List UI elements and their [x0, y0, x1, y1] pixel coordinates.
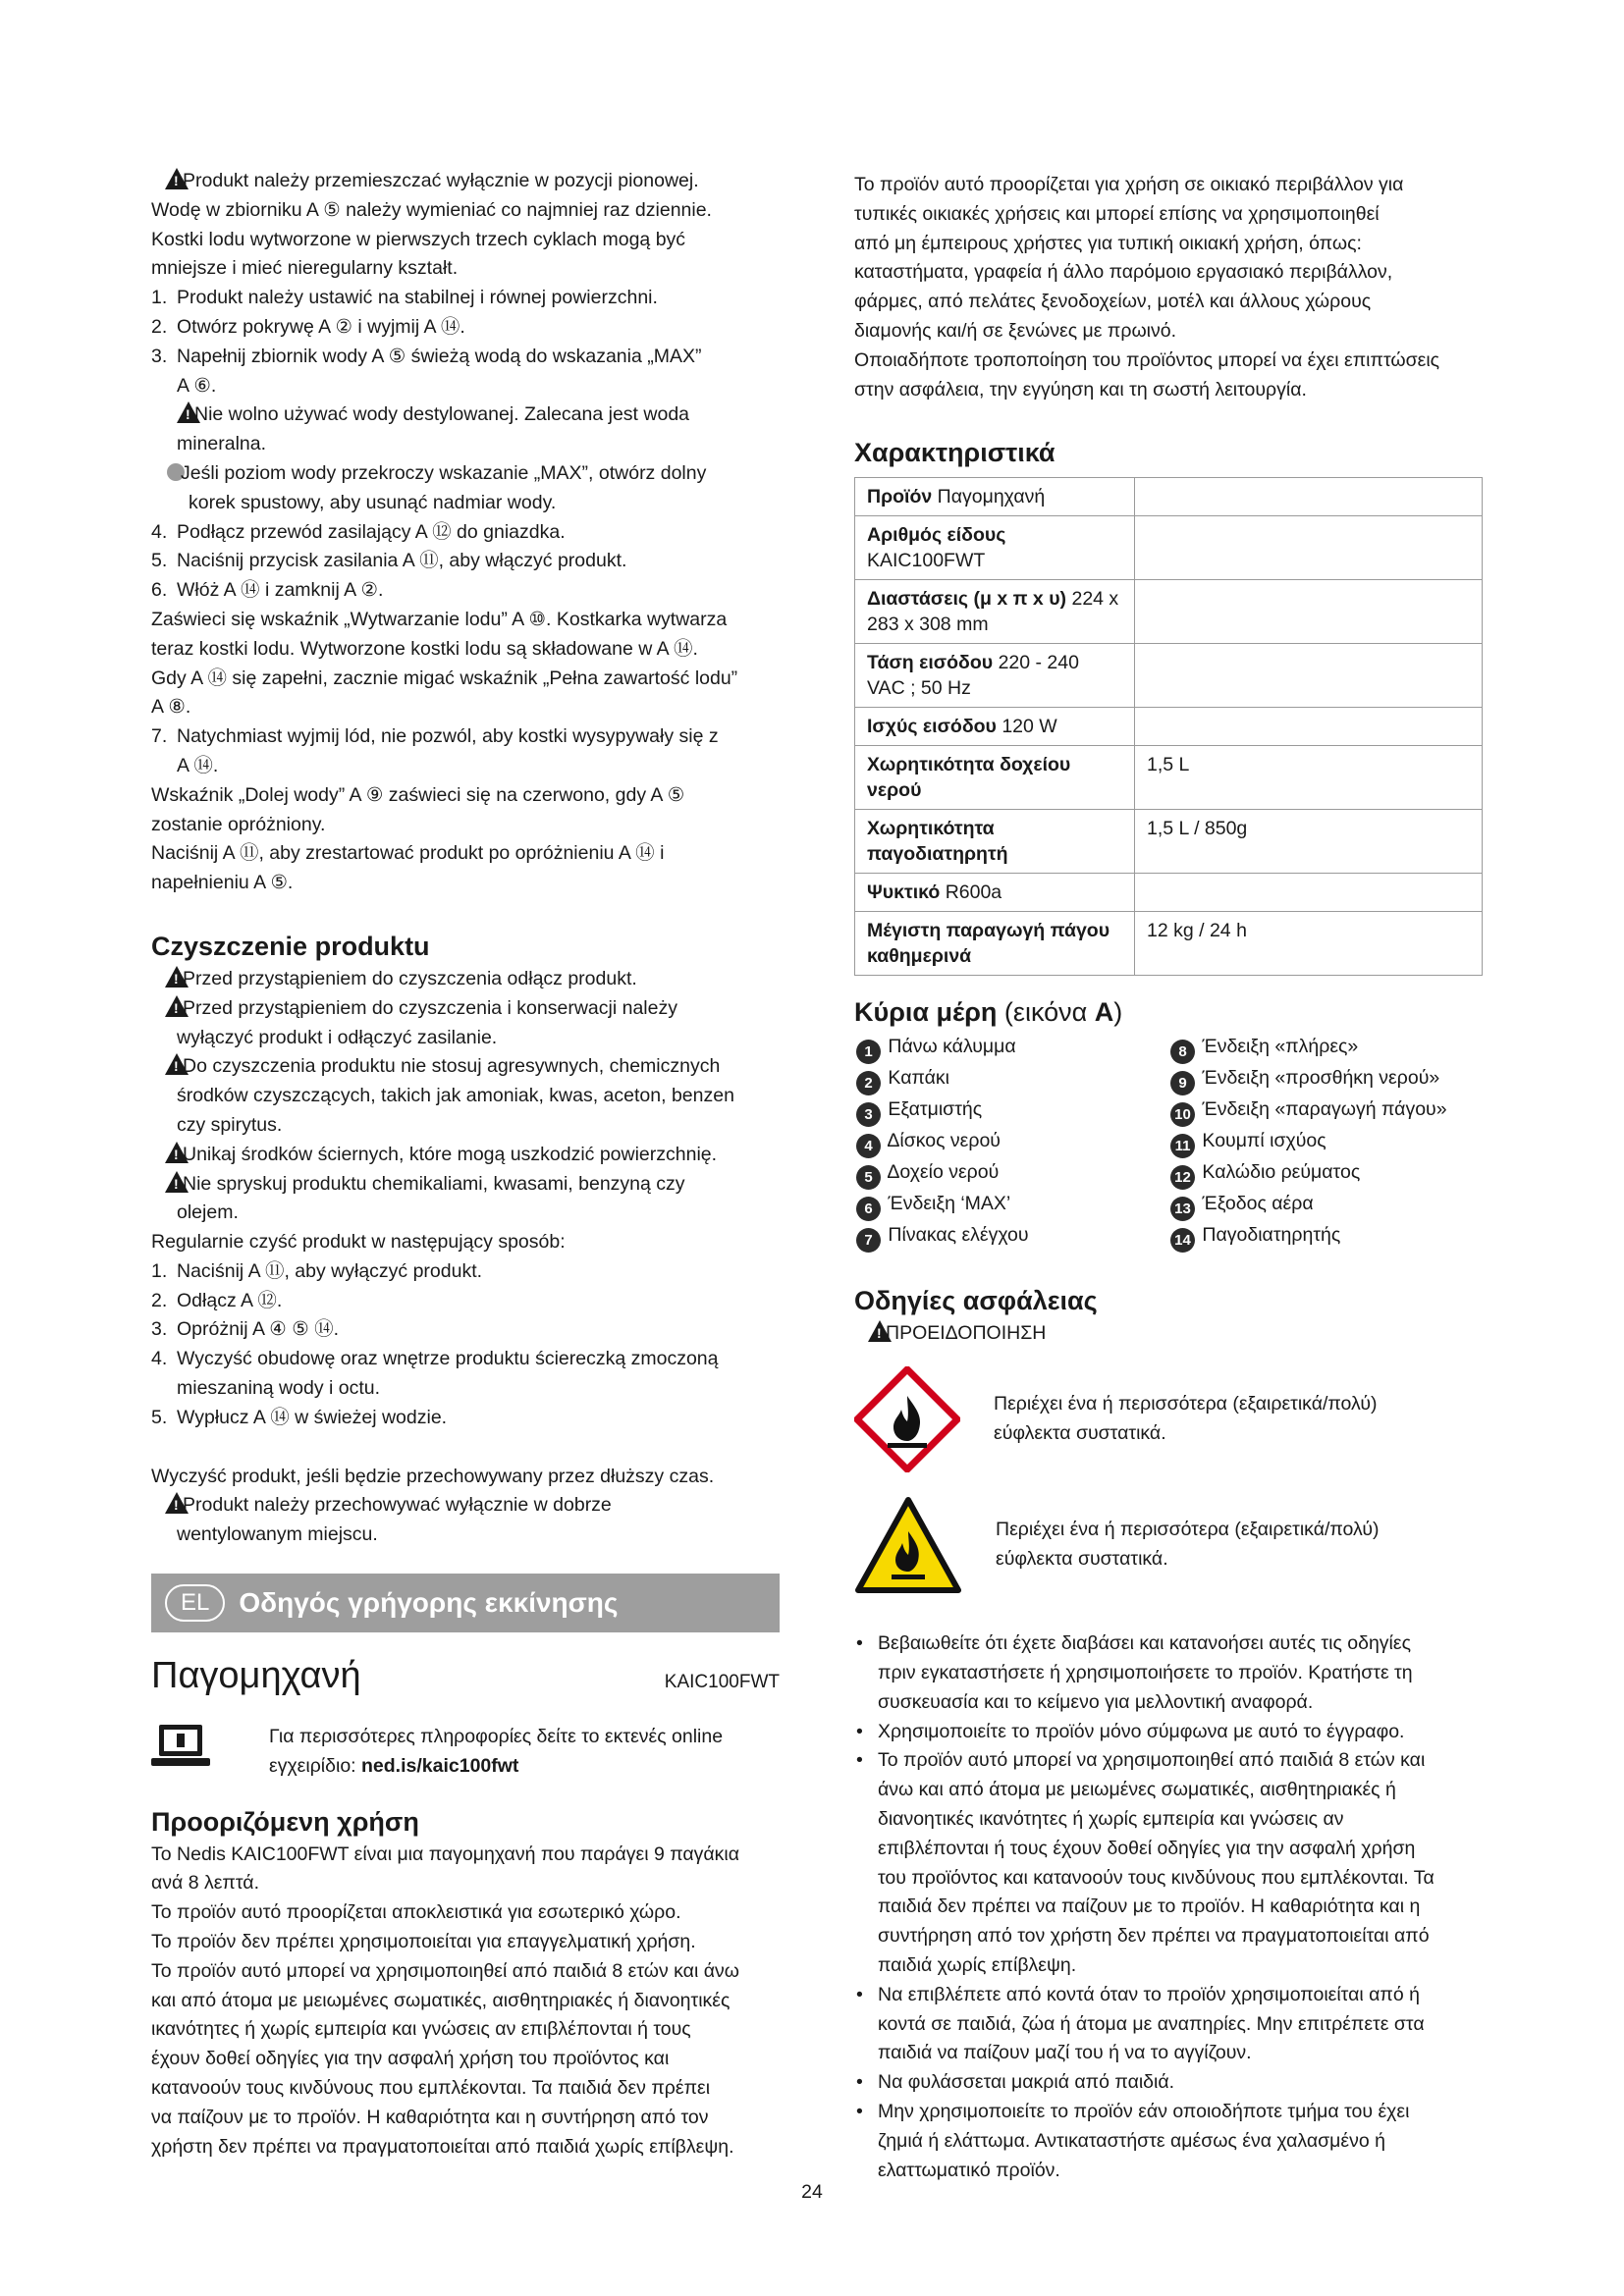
intended-line: Το προϊόν δεν πρέπει χρησιμοποιείται για επαγγελματική χρήση. [151, 1931, 696, 1953]
step: 7. Natychmiast wyjmij lód, nie pozwól, aby kostki wysypywały się z [151, 725, 719, 748]
spec-row [855, 912, 1483, 976]
spec-table [854, 477, 1483, 976]
storage-warning: !Produkt należy przechowywać wyłącznie w dobrze [151, 1491, 780, 1521]
part-label: Πίνακας ελέγχου [888, 1224, 1029, 1247]
section-banner [151, 1574, 780, 1632]
spec-cell-empty [1135, 516, 1483, 580]
cleaning-warning: !Do czyszczenia produktu nie stosuj agresywnych, chemicznych [151, 1052, 780, 1082]
intended-line: Το προϊόν αυτό προορίζεται αποκλειστικά για εσωτερικό χώρο. [151, 1901, 681, 1924]
manual-line: Για περισσότερες πληροφορίες δείτε το εκτενές online [269, 1726, 724, 1748]
intro-line: διαμονής και/ή σε ξενώνες με πρωινό. [854, 319, 1177, 342]
cleaning-line: wyłączyć produkt i odłączyć zasilanie. [177, 1026, 498, 1048]
part-item [1168, 1095, 1483, 1127]
para-line: teraz kostki lodu. Wytworzone kostki lodu są składowane w A ⑭. [151, 637, 698, 660]
intended-line: ικανότητες ή χωρίς εμπειρία και γνώσεις αν επιβλέπονται ή τους [151, 2018, 691, 2041]
note-warning: !Nie wolno używać wody destylowanej. Zalecana jest woda [151, 400, 780, 430]
part-item [854, 1127, 1168, 1158]
warning-icon [165, 1492, 189, 1514]
intended-line: Το προϊόν αυτό μπορεί να χρησιμοποιηθεί από παιδιά 8 ετών και άνω [151, 1959, 739, 1982]
left-column [151, 167, 780, 2162]
safety-bullet [854, 2068, 1483, 2098]
spec-value: 12 kg / 24 h [1135, 912, 1483, 976]
safety-bullets [854, 1629, 1483, 2185]
cleaning-warning: !Nie spryskuj produktu chemikaliami, kwasami, benzyną czy [151, 1170, 780, 1200]
intro-line: Wodę w zbiorniku A ⑤ należy wymieniać co najmniej raz dziennie. [151, 198, 712, 221]
intro-line: καταστήματα, γραφεία ή άλλο παρόμοιο εργασιακό περιβάλλον, [854, 261, 1393, 284]
steps-list [151, 722, 780, 781]
steps-list [151, 284, 780, 400]
bullet-line: παιδιά δεν πρέπει να παίζουν με το προϊόν. Η καθαριότητα και η [878, 1896, 1421, 1918]
para-line: Naciśnij A ⑪, aby zrestartować produkt po opróżnieniu A ⑭ i [151, 842, 665, 865]
note-line: mineralna. [177, 433, 267, 455]
safety-bullet [854, 1981, 1483, 2068]
safety-title: Οδηγίες ασφάλειας [854, 1286, 1098, 1316]
cleaning-warning: !Przed przystąpieniem do czyszczenia odłącz produkt. [151, 965, 780, 994]
hazard-flammable-triangle [854, 1496, 1483, 1594]
storage-line: wentylowanym miejscu. [177, 1523, 378, 1546]
part-item [854, 1158, 1168, 1190]
part-item [854, 1221, 1168, 1253]
bullet-line: διανοητικές ικανότητες ή χωρίς εμπειρία και γνώσεις αν [878, 1807, 1344, 1830]
warning-icon [165, 1142, 189, 1163]
hazard-flammable-ghs [854, 1366, 1483, 1472]
spec-value: 1,5 L [1135, 746, 1483, 810]
bullet-line: • Να επιβλέπετε από κοντά όταν το προϊόν χρησιμοποιείται από ή [878, 1983, 1420, 2005]
part-item [1168, 1221, 1483, 1253]
bullet-line: • Να φυλάσσεται μακριά από παιδιά. [878, 2071, 1175, 2094]
bullet-line: • Μην χρησιμοποιείτε το προϊόν εάν οποιοδήποτε τμήμα του έχει [878, 2100, 1410, 2122]
parts-list [854, 1033, 1483, 1253]
steps-list [151, 518, 780, 606]
warning-icon [165, 966, 189, 988]
part-number-badge: 9 [1170, 1071, 1195, 1095]
spec-row [855, 708, 1483, 746]
hazard-line: Περιέχει ένα ή περισσότερα (εξαιρετικά/πολύ) [996, 1519, 1380, 1541]
safety-bullet [854, 1629, 1483, 1717]
part-item [1168, 1127, 1483, 1158]
parts-title: Κύρια μέρη (εικόνα A) [854, 997, 1123, 1028]
spec-row [855, 746, 1483, 810]
spec-cell: Ισχύς εισόδου 120 W [855, 708, 1135, 746]
flame-diamond-icon [854, 1366, 960, 1472]
para-line: zostanie opróżniony. [151, 813, 326, 835]
cleaning-intro: Regularnie czyść produkt w następujący sposób: [151, 1231, 566, 1254]
intended-line: να παίζουν με το προϊόν. Η καθαριότητα και η συντήρηση από τον [151, 2106, 709, 2128]
spec-cell-empty [1135, 478, 1483, 516]
bullet-line: συντήρηση από τον χρήστη δεν πρέπει να πραγματοποιείται από [878, 1925, 1430, 1948]
part-label: Ένδειξη ‘MAX’ [888, 1193, 1011, 1215]
intended-line: κατανοούν τους κινδύνους που εμπλέκονται. Τα παιδιά δεν πρέπει [151, 2077, 711, 2100]
bullet-line: • Βεβαιωθείτε ότι έχετε διαβάσει και κατανοήσει αυτές τις οδηγίες [878, 1632, 1411, 1655]
spec-cell-empty [1135, 874, 1483, 912]
cleaning-steps [151, 1257, 780, 1433]
intended-line: και από άτομα με μειωμένες σωματικές, αισθητηριακές ή διανοητικές [151, 1989, 731, 2011]
hazard-text [996, 1516, 1379, 1575]
step: 5. Naciśnij przycisk zasilania A ⑪, aby włączyć produkt. [151, 550, 627, 572]
part-number-badge: 4 [856, 1134, 881, 1158]
bullet-line: παιδιά να παίζουν μαζί του ή να το αγγίζουν. [878, 2042, 1252, 2064]
spacer [151, 898, 780, 928]
warning-icon [165, 168, 189, 189]
note-line: korek spustowy, aby usunąć nadmiar wody. [189, 491, 557, 513]
safety-bullet [854, 1718, 1483, 1747]
part-number-badge: 12 [1170, 1165, 1195, 1190]
intro-line: Kostki lodu wytworzone w pierwszych trzech cyklach mogą być [151, 228, 686, 250]
part-number-badge: 10 [1170, 1102, 1195, 1127]
warning-icon [177, 401, 200, 423]
safety-bullet [854, 1746, 1483, 1980]
spec-cell: Διαστάσεις (μ x π x υ) 224 x 283 x 308 mm [855, 580, 1135, 644]
bullet-line: άνω και από άτομα με μειωμένες σωματικές, αισθητηριακές ή [878, 1779, 1396, 1801]
flame-triangle-icon [854, 1496, 962, 1594]
step: A ⑭. [177, 754, 219, 776]
step: 4. Wyczyść obudowę oraz wnętrze produktu ściereczką zmoczoną [151, 1348, 719, 1370]
note-info: Jeśli poziom wody przekroczy wskazanie „MAX”, otwórz dolny [151, 459, 780, 489]
part-item [854, 1064, 1168, 1095]
cleaning-line: olejem. [177, 1201, 239, 1224]
cleaning-warning: !Przed przystąpieniem do czyszczenia i konserwacji należy [151, 994, 780, 1024]
manual-line: εγχειρίδιο: ned.is/kaic100fwt [269, 1754, 519, 1777]
part-number-badge: 13 [1170, 1197, 1195, 1221]
part-item [854, 1095, 1168, 1127]
bullet-line: • Το προϊόν αυτό μπορεί να χρησιμοποιηθεί από παιδιά 8 ετών και [878, 1749, 1426, 1772]
step: 3. Opróżnij A ④ ⑤ ⑭. [151, 1318, 340, 1341]
intro-line: φάρμες, από πελάτες ξενοδοχείων, μοτέλ και άλλους χώρους [854, 291, 1372, 313]
para-line: A ⑧. [151, 696, 191, 719]
product-title: Παγομηχανή [151, 1655, 361, 1697]
spec-row [855, 644, 1483, 708]
bullet-line: παιδιά χωρίς επίβλεψη. [878, 1953, 1077, 1976]
intended-use-title: Προοριζόμενη χρήση [151, 1806, 419, 1837]
intro-line: τυπικές οικιακές χρήσεις και μπορεί επίσης να χρησιμοποιηθεί [854, 202, 1380, 225]
part-item [1168, 1158, 1483, 1190]
cleaning-warning: !Unikaj środków ściernych, które mogą uszkodzić powierzchnię. [151, 1141, 780, 1170]
part-label: Καλώδιο ρεύματος [1202, 1161, 1361, 1184]
part-number-badge: 7 [856, 1228, 881, 1253]
part-number-badge: 1 [856, 1040, 881, 1064]
spec-cell-empty [1135, 580, 1483, 644]
bullet-line: ελαττωματικό προϊόν. [878, 2159, 1060, 2181]
intro-warning: !Produkt należy przemieszczać wyłącznie w pozycji pionowej. [151, 167, 780, 196]
storage-line: Wyczyść produkt, jeśli będzie przechowywany przez dłuższy czas. [151, 1465, 715, 1487]
step: 1. Produkt należy ustawić na stabilnej i równej powierzchni. [151, 287, 658, 309]
para-line: napełnieniu A ⑤. [151, 872, 294, 894]
intro-line: mniejsze i mieć nieregularny kształt. [151, 257, 459, 280]
banner-title: Οδηγός γρήγορης εκκίνησης [239, 1587, 619, 1619]
part-number-badge: 14 [1170, 1228, 1195, 1253]
part-item [1168, 1033, 1483, 1064]
spec-row [855, 580, 1483, 644]
part-label: Ένδειξη «πλήρες» [1202, 1036, 1359, 1058]
intro-line: από μη έμπειρους χρήστες για τυπική οικιακή χρήση, όπως: [854, 232, 1362, 254]
manual-link[interactable]: ned.is/kaic100fwt [361, 1754, 519, 1777]
hazard-line: εύφλεκτα συστατικά. [996, 1548, 1168, 1571]
spacer [151, 1433, 780, 1463]
parts-column [1168, 1033, 1483, 1253]
spec-row [855, 810, 1483, 874]
spec-row [855, 516, 1483, 580]
manual-text [269, 1723, 723, 1782]
part-label: Καπάκι [888, 1067, 949, 1090]
step: 1. Naciśnij A ⑪, aby wyłączyć produkt. [151, 1259, 483, 1282]
part-item [1168, 1190, 1483, 1221]
bullet-line: πριν εγκαταστήσετε ή χρησιμοποιήσετε το προϊόν. Κρατήστε τη [878, 1661, 1413, 1683]
bullet-line: του προϊόντος και κατανοούν τους κινδύνους που εμπλέκονται. Τα [878, 1866, 1435, 1889]
bullet-line: • Χρησιμοποιείτε το προϊόν μόνο σύμφωνα με αυτό το έγγραφο. [878, 1720, 1405, 1742]
part-item [1168, 1064, 1483, 1095]
spec-key: Μέγιστη παραγωγή πάγου καθημερινά [855, 912, 1135, 976]
online-manual [151, 1723, 780, 1782]
warning-icon [868, 1320, 892, 1342]
part-number-badge: 11 [1170, 1134, 1195, 1158]
right-column [854, 167, 1483, 2185]
step: 2. Otwórz pokrywę A ② i wyjmij A ⑭. [151, 315, 465, 338]
spec-key: Χωρητικότητα παγοδιατηρητή [855, 810, 1135, 874]
part-label: Εξατμιστής [888, 1098, 983, 1121]
para-line: Gdy A ⑭ się zapełni, zacznie migać wskaźnik „Pełna zawartość lodu” [151, 667, 738, 689]
intended-line: έχουν δοθεί οδηγίες για την ασφαλή χρήση του προϊόντος και [151, 2048, 670, 2070]
bullet-line: κοντά σε παιδιά, ζώα ή άτομα με αναπηρίες. Μην επιτρέπετε στα [878, 2012, 1425, 2035]
step: 6. Włóż A ⑭ i zamknij A ②. [151, 579, 384, 602]
safety-bullet [854, 2098, 1483, 2185]
part-number-badge: 8 [1170, 1040, 1195, 1064]
step: 2. Odłącz A ⑫. [151, 1289, 283, 1311]
spec-cell-empty [1135, 708, 1483, 746]
step: 5. Wypłucz A ⑭ w świeżej wodzie. [151, 1406, 448, 1428]
spec-cell: Αριθμός είδους KAIC100FWT [855, 516, 1135, 580]
bullet-line: ζημιά ή ελάττωμα. Αντικαταστήστε αμέσως ένα χαλασμένο ή [878, 2129, 1385, 2152]
spec-cell-empty [1135, 644, 1483, 708]
part-label: Πάνω κάλυμμα [888, 1036, 1016, 1058]
cleaning-line: środków czyszczących, takich jak amoniak, kwas, aceton, benzen [177, 1085, 734, 1107]
part-number-badge: 6 [856, 1197, 881, 1221]
part-label: Ένδειξη «παραγωγή πάγου» [1202, 1098, 1447, 1121]
part-item [854, 1033, 1168, 1064]
parts-column [854, 1033, 1168, 1253]
spec-cell: Ψυκτικό R600a [855, 874, 1135, 912]
part-label: Δοχείο νερού [887, 1161, 1000, 1184]
part-label: Ένδειξη «προσθήκη νερού» [1202, 1067, 1440, 1090]
step: A ⑥. [177, 374, 217, 397]
language-badge: EL [165, 1584, 225, 1622]
intended-line: χρήστη δεν πρέπει να πραγματοποιείται από παιδιά χωρίς επίβλεψη. [151, 2135, 734, 2158]
spec-row [855, 874, 1483, 912]
warning-icon [165, 1171, 189, 1193]
intro-line: Οποιαδήποτε τροποποίηση του προϊόντος μπορεί να έχει επιπτώσεις [854, 348, 1440, 371]
part-item [854, 1190, 1168, 1221]
part-label: Έξοδος αέρα [1202, 1193, 1314, 1215]
spec-cell: Τάση εισόδου 220 - 240 VAC ; 50 Hz [855, 644, 1135, 708]
part-number-badge: 2 [856, 1071, 881, 1095]
hazard-line: Περιέχει ένα ή περισσότερα (εξαιρετικά/πολύ) [994, 1393, 1378, 1415]
warning-icon [165, 995, 189, 1017]
spec-title: Χαρακτηριστικά [854, 438, 1056, 468]
intro-line: Το προϊόν αυτό προορίζεται για χρήση σε οικιακό περιβάλλον για [854, 174, 1404, 195]
spec-key: Χωρητικότητα δοχείου νερού [855, 746, 1135, 810]
cleaning-title: Czyszczenie produktu [151, 931, 430, 961]
hazard-text [994, 1390, 1377, 1449]
page-number: 24 [801, 2181, 823, 2203]
product-code: KAIC100FWT [664, 1672, 780, 1693]
para-line: Zaświeci się wskaźnik „Wytwarzanie lodu” A ⑩. Kostkarka wytwarza [151, 608, 728, 630]
spec-row [855, 478, 1483, 516]
para-line: Wskaźnik „Dolej wody” A ⑨ zaświeci się na czerwono, gdy A ⑤ [151, 783, 685, 806]
intended-line: ανά 8 λεπτά. [151, 1872, 259, 1895]
part-number-badge: 5 [856, 1165, 881, 1190]
hazard-line: εύφλεκτα συστατικά. [994, 1422, 1166, 1445]
bullet-line: συσκευασία και το κείμενο για μελλοντική αναφορά. [878, 1690, 1314, 1713]
part-label: Παγοδιατηρητής [1202, 1224, 1341, 1247]
part-label: Δίσκος νερού [887, 1130, 1001, 1152]
step: mieszaniną wody i octu. [177, 1377, 381, 1400]
cleaning-line: czy spirytus. [177, 1113, 283, 1136]
part-label: Κουμπί ισχύος [1202, 1130, 1326, 1152]
bullet-line: επιβλέπονται ή τους έχουν δοθεί οδηγίες για την ασφαλή χρήση [878, 1837, 1416, 1859]
product-header [151, 1652, 780, 1699]
step: 3. Napełnij zbiornik wody A ⑤ świeżą wodą do wskazania „MAX” [151, 345, 702, 367]
intended-line: Το Nedis KAIC100FWT είναι μια παγομηχανή που παράγει 9 παγάκια [151, 1842, 740, 1865]
step: 4. Podłącz przewód zasilający A ⑫ do gniazdka. [151, 520, 566, 543]
spec-cell: Προϊόν Παγομηχανή [855, 478, 1135, 516]
warning-label: !ΠΡΟΕΙΔΟΠΟΙΗΣΗ [854, 1319, 1483, 1349]
spec-value: 1,5 L / 850g [1135, 810, 1483, 874]
laptop-icon [151, 1723, 210, 1768]
warning-icon [165, 1053, 189, 1075]
intro-line: στην ασφάλεια, την εγγύηση και τη σωστή λειτουργία. [854, 378, 1307, 400]
part-number-badge: 3 [856, 1102, 881, 1127]
